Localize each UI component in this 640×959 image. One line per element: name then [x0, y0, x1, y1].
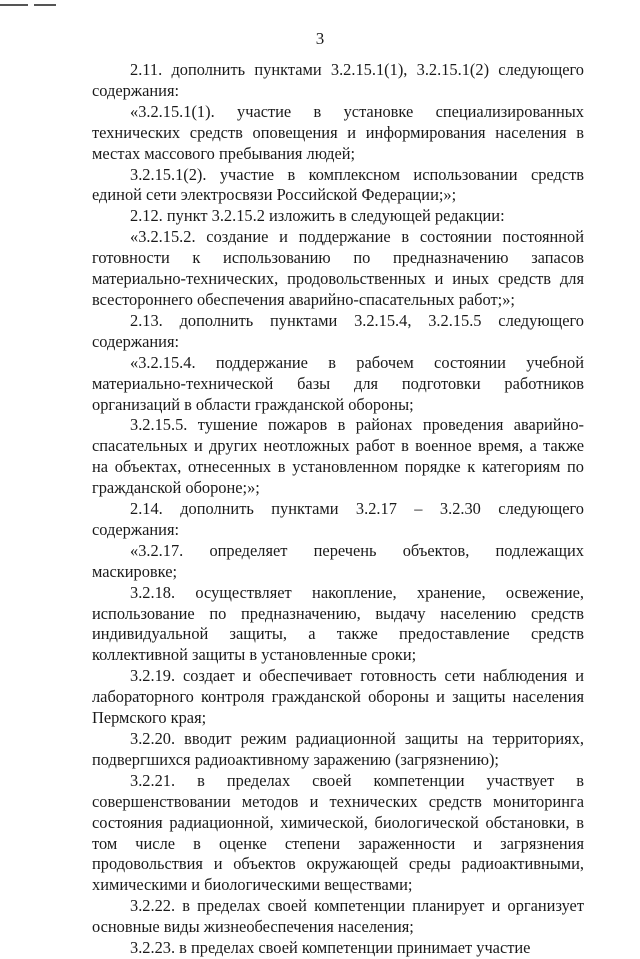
paragraph-3-2-15-2: «3.2.15.2. создание и поддержание в состоянии постоянной готовности к использованию по предназначению запасов материально-технических, продовольственных и иных средств для всестороннего обеспечения аварийно-спасательных работ;»; — [92, 227, 584, 309]
paragraph-3-2-22: 3.2.22. в пределах своей компетенции планирует и организует основные виды жизнеобеспечения населения; — [92, 896, 584, 937]
paragraph-2-14: 2.14. дополнить пунктами 3.2.17 – 3.2.30 следующего содержания: — [92, 499, 584, 539]
paragraph-3-2-15-1-1: «3.2.15.1(1). участие в установке специализированных технических средств оповещения и информирования населения в местах массового пребывания людей; — [92, 101, 584, 163]
paragraph-3-2-20: 3.2.20. вводит режим радиационной защиты на территориях, подвергшихся радиоактивному заражению (загрязнению); — [92, 729, 584, 769]
paragraph-3-2-15-1-2: 3.2.15.1(2). участие в комплексном использовании средств единой сети электросвязи Российской Федерации;»; — [92, 164, 584, 205]
paragraph-2-11: 2.11. дополнить пунктами 3.2.15.1(1), 3.2.15.1(2) следующего содержания: — [92, 60, 584, 100]
document-body — [92, 60, 584, 959]
paragraph-3-2-19: 3.2.19. создает и обеспечивает готовность сети наблюдения и лабораторного контроля гражданской обороны и защиты населения Пермского края; — [92, 666, 584, 728]
paragraph-2-13: 2.13. дополнить пунктами 3.2.15.4, 3.2.15.5 следующего содержания: — [92, 310, 584, 351]
paragraph-3-2-18: 3.2.18. осуществляет накопление, хранение, освежение, использование по предназначению, выдачу населению средств индивидуальной защиты, а также предоставление средств коллективной защиты в установленные сроки; — [92, 582, 584, 665]
paragraph-3-2-15-4: «3.2.15.4. поддержание в рабочем состоянии учебной материально-технической базы для подготовки работников организаций в области гражданской обороны; — [92, 352, 584, 414]
scan-edge-line-left — [0, 4, 28, 6]
paragraph-3-2-15-5: 3.2.15.5. тушение пожаров в районах проведения аварийно-спасательных и других неотложных работ в военное время, а также на объектах, отнесенных в установленном порядке к категориям по гражданской обороне;»; — [92, 415, 584, 498]
page-number: 3 — [315, 29, 325, 48]
scan-edge-line-right — [34, 4, 56, 6]
paragraph-3-2-21: 3.2.21. в пределах своей компетенции участвует в совершенствовании методов и технических средств мониторинга состояния радиационной, химической, биологической обстановки, в том числе в оценке степени зараженности и загрязнения продовольствия и объектов окружающей среды радиоактивными, химическими и биологическими веществами; — [92, 770, 584, 895]
paragraph-3-2-17: «3.2.17. определяет перечень объектов, подлежащих маскировке; — [92, 540, 584, 581]
paragraph-3-2-23: 3.2.23. в пределах своей компетенции принимает участие — [130, 938, 531, 958]
paragraph-2-12: 2.12. пункт 3.2.15.2 изложить в следующей редакции: — [130, 206, 505, 226]
